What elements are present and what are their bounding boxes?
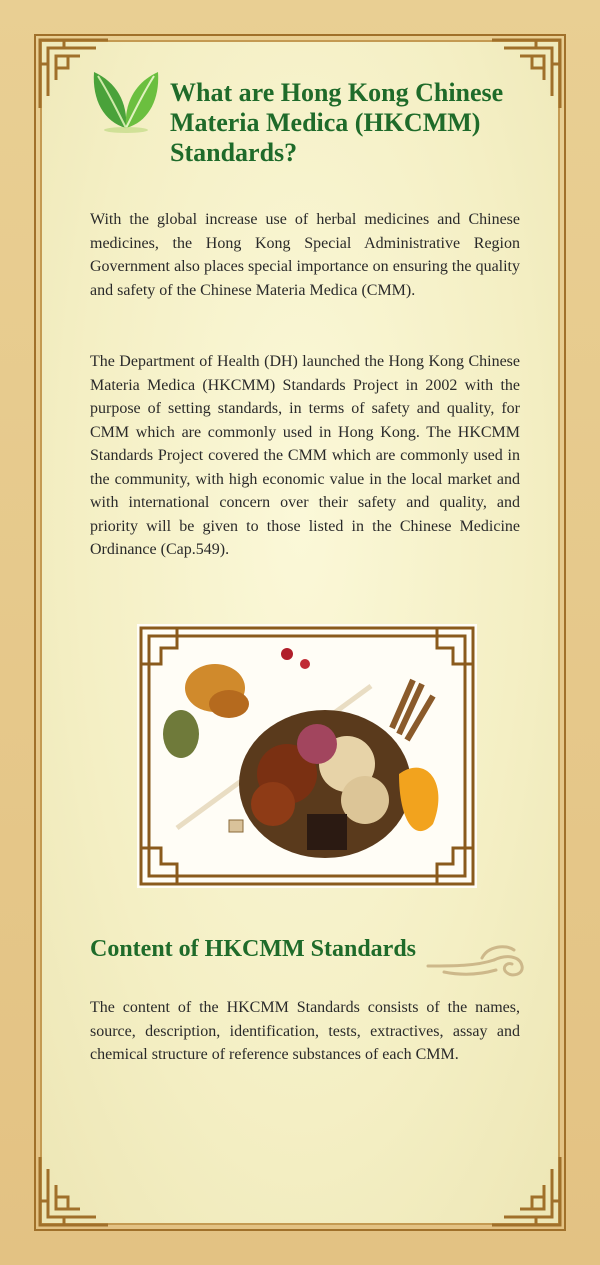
lattice-corner-bottom-left [36,1153,112,1229]
herbs-photo [137,624,477,888]
page-title: What are Hong Kong Chinese Materia Medica (HKCMM) Standards? [170,78,504,167]
content-paragraph: The content of the HKCMM Standards consists of the names, source, description, identification, tests, extractives, assay and chemical structure of reference substances of each CMM. [90,999,520,1063]
intro-paragraph-1: With the global increase use of herbal medicines and Chinese medicines, the Hong Kong Special Administrative Region Government also places special importance on ensuring the quality and safety of the Chinese Materia Medica (CMM). [90,211,520,299]
lattice-corner-bottom-right [488,1153,564,1229]
intro-paragraph-2: The Department of Health (DH) launched the Hong Kong Chinese Materia Medica (HKCMM) Standards Project in 2002 with the purpose of setting standards, in terms of safety and quality, for CMM which are commonly used in Hong Kong. The HKCMM Standards Project covered the CMM which are commonly used in the community, with high economic value in the local market and with international concern over their safety and quality, and priority will be given to those listed in the Chinese Medicine Ordinance (Cap.549). [90,353,520,558]
green-leaves-icon [86,62,166,134]
section-heading: Content of HKCMM Standards [90,936,417,962]
cloud-swirl-icon [424,936,534,980]
